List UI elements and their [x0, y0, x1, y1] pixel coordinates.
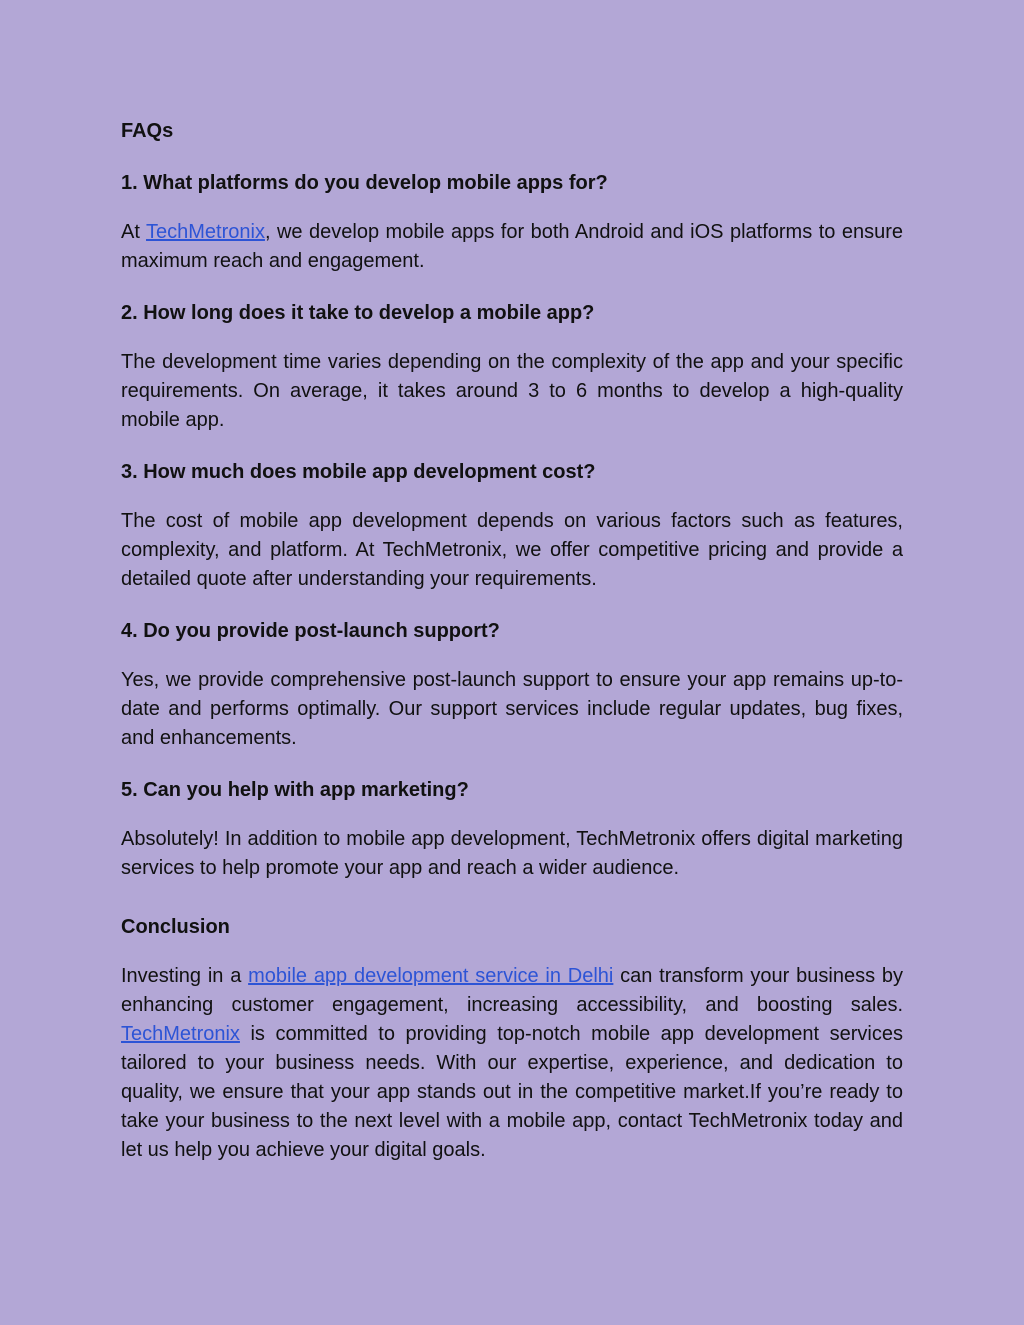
conclusion-title: Conclusion [121, 916, 230, 938]
faq-answer-2: The development time varies depending on the complexity of the app and your specific requirements. On average, it takes around 3 to 6 months to develop a high-quality mobile app. [121, 351, 903, 431]
faq-answer-3: The cost of mobile app development depends on various factors such as features, complexity, and platform. At TechMetronix, we offer competitive pricing and provide a detailed quote after understanding your requirements. [121, 510, 903, 590]
faq-section-title: FAQs [121, 120, 174, 142]
mobile-app-service-link[interactable]: mobile app development service in Delhi [248, 965, 614, 987]
conclusion-text-2: can transform your business by enhancing customer engagement, increasing accessibility, and boosting sales. [121, 965, 903, 1016]
conclusion-text-3: is committed to providing top-notch mobile app development services tailored to your business needs. With our expertise, experience, and dedication to quality, we ensure that your app stands out in the competitive market.If you’re ready to take your business to the next level with a mobile app, contact TechMetronix today and let us help you achieve your digital goals. [121, 1023, 903, 1161]
faq-answer-1-pre: At [121, 221, 147, 243]
techmetronix-conclusion-link[interactable]: TechMetronix [121, 1023, 240, 1045]
techmetronix-link[interactable]: TechMetronix [146, 221, 265, 243]
conclusion-text-1: Investing in a [121, 965, 249, 987]
faq-answer-1 [121, 218, 903, 276]
faq-question-3: 3. How much does mobile app development cost? [121, 461, 596, 483]
faq-question-5: 5. Can you help with app marketing? [121, 779, 469, 801]
conclusion-paragraph [121, 962, 903, 1165]
faq-answer-4: Yes, we provide comprehensive post-launch support to ensure your app remains up-to-date and performs optimally. Our support services include regular updates, bug fixes, and enhancements. [121, 669, 903, 749]
document-page [121, 117, 903, 1165]
faq-question-4: 4. Do you provide post-launch support? [121, 620, 500, 642]
faq-question-2: 2. How long does it take to develop a mobile app? [121, 302, 595, 324]
faq-answer-1-post: , we develop mobile apps for both Android and iOS platforms to ensure maximum reach and engagement. [121, 221, 904, 272]
faq-question-1: 1. What platforms do you develop mobile apps for? [121, 172, 608, 194]
faq-answer-5: Absolutely! In addition to mobile app development, TechMetronix offers digital marketing services to help promote your app and reach a wider audience. [121, 828, 903, 879]
